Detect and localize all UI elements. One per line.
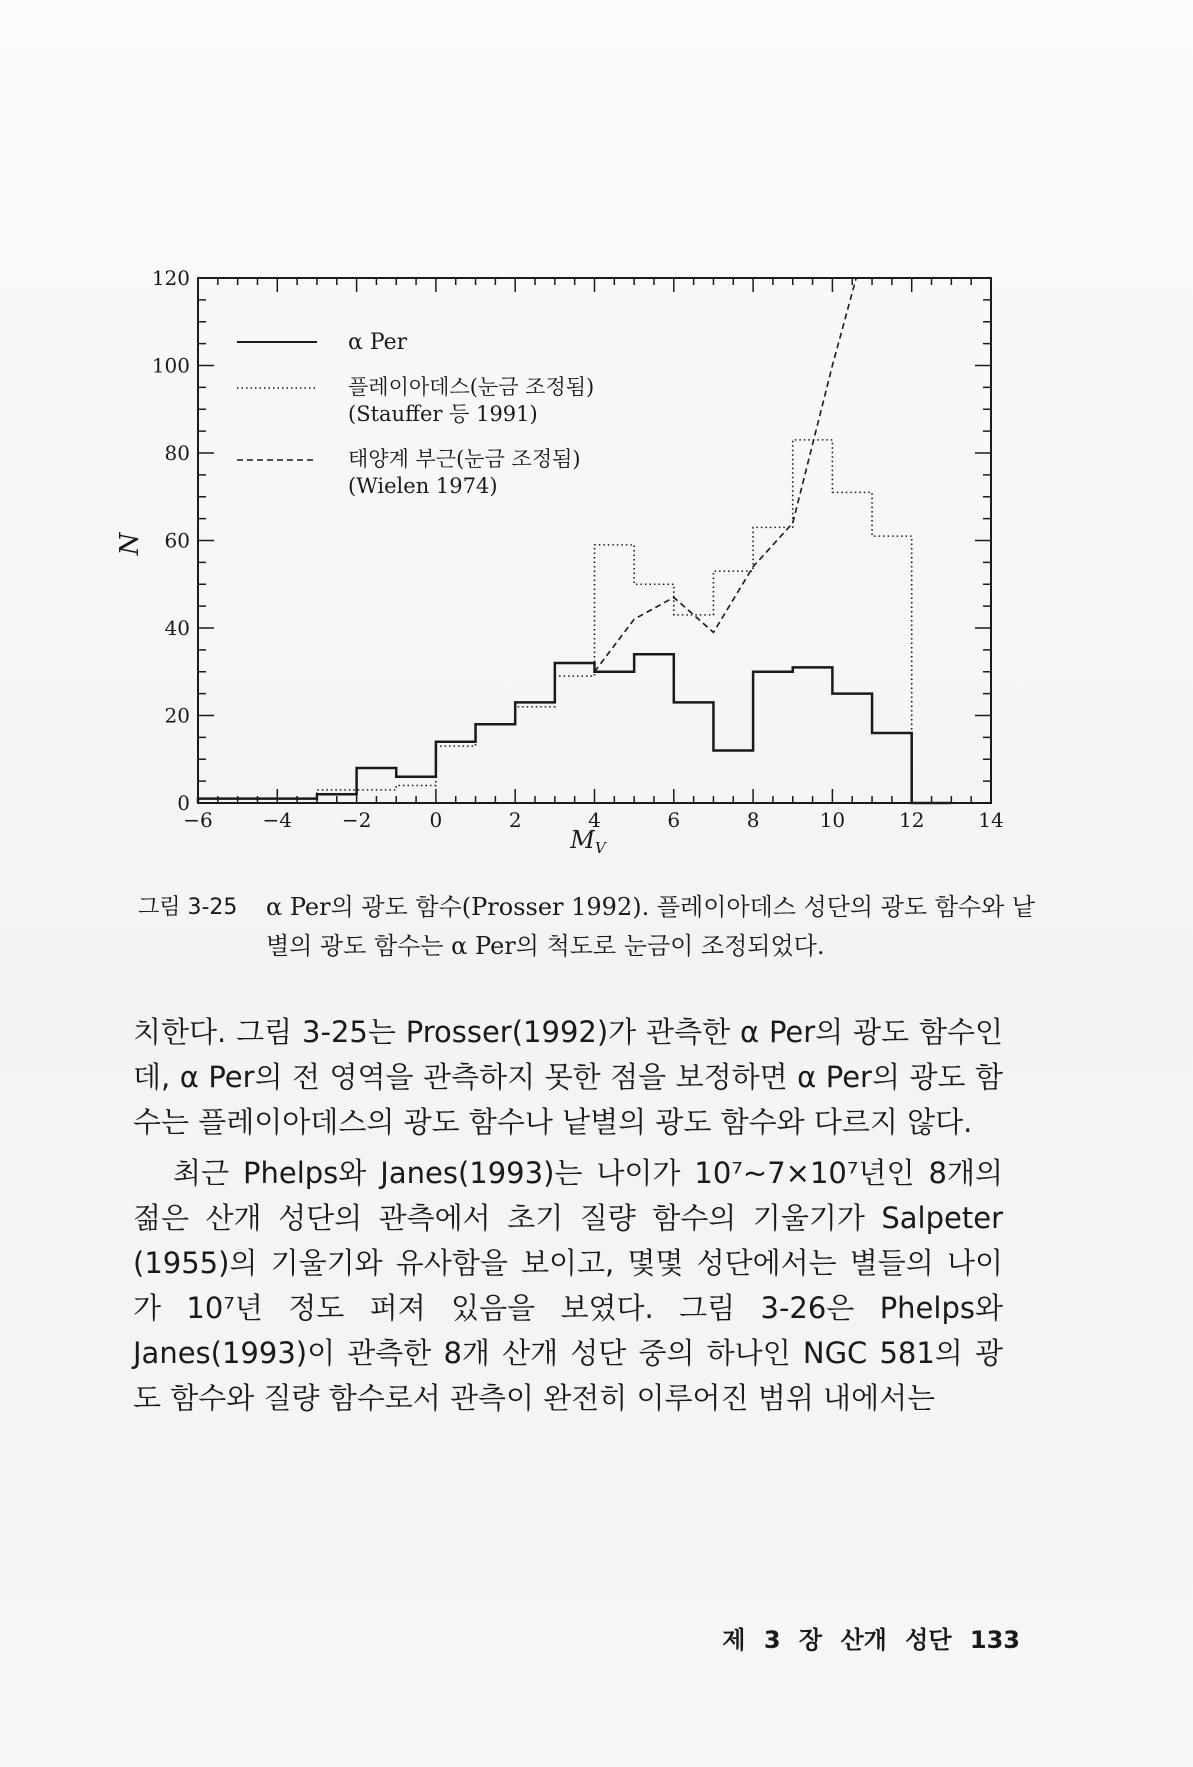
x-tick-label: 14 [978,808,1004,832]
legend-label-alpha-per: α Per [348,330,408,355]
y-tick-label: 20 [164,703,190,728]
y-tick-label: 120 [151,266,190,290]
series-solid-0 [198,654,951,803]
footer-chapter: 제 3 장 [722,1626,823,1654]
y-axis-label: N [115,532,145,556]
x-tick-label: −4 [262,808,293,832]
legend [237,330,594,498]
caption-text: α Per의 광도 함수(Prosser 1992). 플레이아데스 성단의 광도 함수와 낱별의 광도 함수는 α Per의 척도로 눈금이 조정되었다. [266,893,1036,960]
legend-label-pleiades: 플레이아데스(눈금 조정됨) [348,375,595,399]
x-tick-label: 0 [429,808,443,832]
legend-label-pleiades-ref: (Stauffer 등 1991) [348,402,538,426]
legend-label-solar-ref: (Wielen 1974) [348,474,498,498]
y-tick-label: 100 [151,353,190,378]
body-text [133,1010,1003,1421]
legend-label-solar-neighborhood: 태양계 부근(눈금 조정됨) [348,447,581,471]
luminosity-function-chart [0,0,1193,880]
figure-caption [138,888,1038,966]
x-tick-label: 2 [508,808,522,832]
footer-section: 산개 성단 [840,1626,952,1654]
x-tick-label: 10 [819,808,846,832]
x-tick-label: 12 [898,808,925,832]
page-footer [700,1620,1020,1655]
y-tick-labels [152,266,190,815]
x-tick-label: 8 [746,808,760,832]
x-axis-label: $M_V$ [570,826,606,857]
x-tick-label: −2 [341,808,372,832]
x-tick-label: 6 [667,808,681,832]
series-group [198,278,951,803]
page-number: 133 [969,1626,1020,1654]
paragraph-1: 치한다. 그림 3-25는 Prosser(1992)가 관측한 α Per의 광도 함수인데, α Per의 전 영역을 관측하지 못한 점을 보정하면 α Per의 광도 함수는 플레이아데스의 광도 함수나 낱별의 광도 함수와 다르지 않다. [133,1015,1003,1139]
y-tick-label: 60 [164,528,190,553]
x-tick-label: 4 [588,808,601,832]
y-tick-label: 80 [164,441,190,465]
y-tick-label: 40 [164,616,190,640]
figure-number: 그림 3-25 [138,895,238,920]
series-dashed-2 [595,278,857,672]
paragraph-2: 최근 Phelps와 Janes(1993)는 나이가 10⁷~7×10⁷년인 8개의 젊은 산개 성단의 관측에서 초기 질량 함수의 기울기가 Salpeter (1955)의 기울기와 유사함을 보이고, 몇몇 성단에서는 별들의 나이가 10⁷년 정도 퍼져 있음을 보였다. 그림 3-26은 Phelps와 Janes(1993)이 관측한 8개 산개 성단 중의 하나인 NGC 581의 광도 함수와 질량 함수로서 관측이 완전히 이루어진 범위 내에서는 [133,1156,1003,1415]
y-tick-label: 0 [177,791,190,815]
x-tick-label: −6 [183,808,213,832]
